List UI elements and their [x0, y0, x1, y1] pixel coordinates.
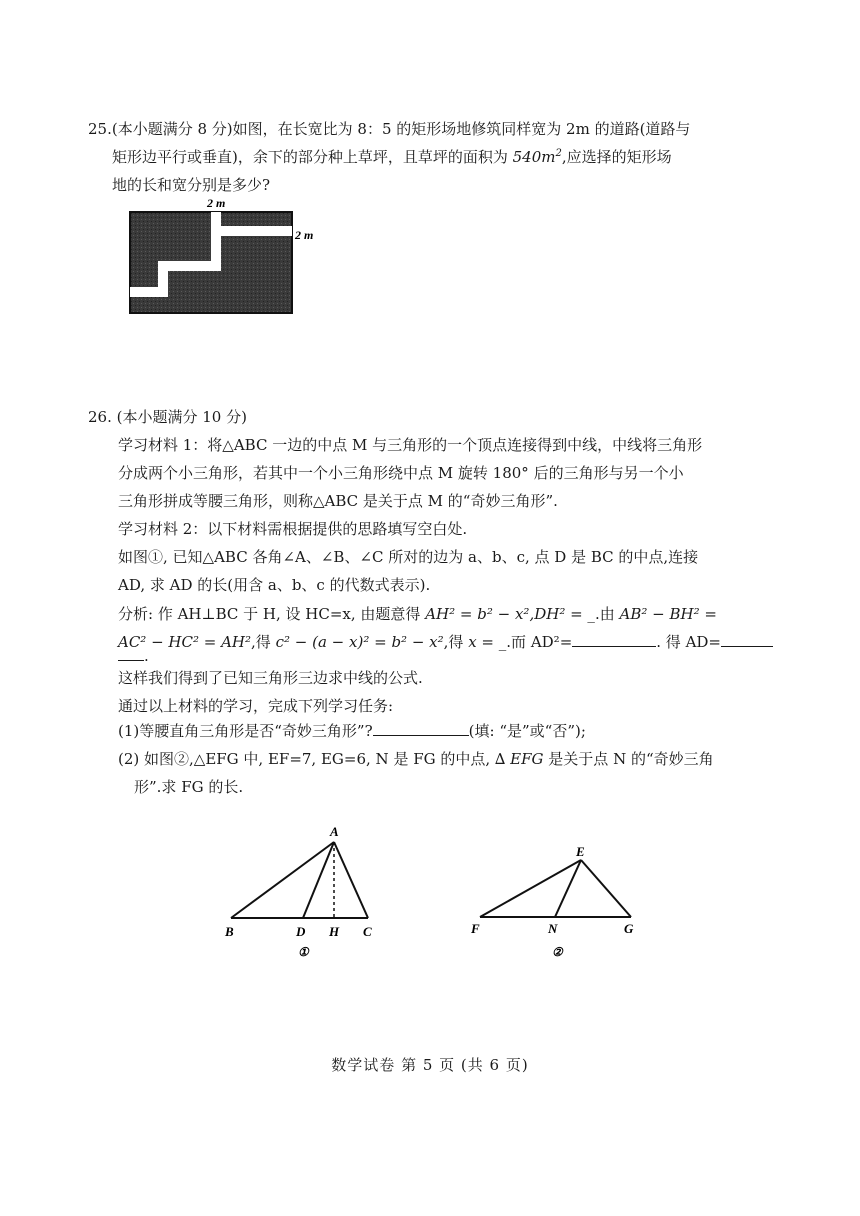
q26-analysis-line1 — [118, 603, 717, 625]
q25-top-label: 2 m — [207, 196, 226, 210]
q25-line1 — [88, 118, 690, 140]
q26-number: 26. — [88, 408, 112, 426]
label-e: E — [576, 844, 585, 859]
label-a: A — [330, 824, 339, 839]
q26-m1-line1: 学习材料 1：将△ABC 一边的中点 M 与三角形的一个顶点连接得到中线，中线将三角形 — [118, 436, 703, 454]
q26-task2-math: ∆ EFG — [494, 750, 544, 768]
q26-m1-line3: 三角形拼成等腰三角形，则称△ABC 是关于点 M 的“奇妙三角形”. — [118, 492, 558, 510]
figure-1-caption: ① — [298, 945, 309, 959]
ad-blank-continued[interactable] — [118, 646, 144, 661]
q26-analysis-line3 — [118, 645, 149, 667]
q26-eq2: AB² − BH² = — [619, 605, 717, 623]
q26-m1-line2: 分成两个小三角形，若其中一个小三角形绕中点 M 旋转 180° 后的三角形与另一个小 — [118, 464, 684, 482]
q26-eq5: x = _ — [468, 633, 507, 651]
figure-2-caption: ② — [552, 945, 563, 959]
figure-1-triangle-abc — [218, 820, 398, 960]
q25-text-3: 地的长和宽分别是多少? — [112, 176, 271, 194]
q25-text-2: 矩形边平行或垂直)，余下的部分种上草坪，且草坪的面积为 — [112, 148, 508, 166]
q26-task2-line2: 形”.求 FG 的长. — [134, 778, 244, 796]
q26-summary: 这样我们得到了已知三角形三边求中线的公式. — [118, 669, 423, 687]
q25-text-1: (本小题满分 8 分)如图，在长宽比为 8：5 的矩形场地修筑同样宽为 2m 的道路(道路与 — [111, 120, 691, 138]
q26-task1-text: (1)等腰直角三角形是否“奇妙三角形”? — [118, 722, 373, 740]
q26-task2-text: (2) 如图②,△EFG 中, EF=7, EG=6, N 是 FG 的中点, — [118, 750, 491, 768]
label-h: H — [329, 924, 340, 939]
ad-blank[interactable] — [721, 632, 773, 647]
q26-analysis-t3: .而 AD²= — [506, 633, 573, 651]
q25-line3 — [112, 174, 270, 196]
q26-analysis-mid: .由 — [594, 605, 615, 623]
q25-number: 25. — [88, 120, 112, 138]
q26-m2-line1: 学习材料 2：以下材料需根据提供的思路填写空白处. — [118, 520, 468, 538]
label-g: G — [624, 921, 634, 936]
q26-analysis-t1: ,得 — [251, 633, 271, 651]
page-footer: 数学试卷 第 5 页 (共 6 页) — [331, 1056, 529, 1074]
q26-header — [88, 406, 247, 428]
q26-task-intro: 通过以上材料的学习，完成下列学习任务: — [118, 697, 394, 715]
q25-figure — [125, 195, 335, 320]
q25-area-value: 540 — [512, 148, 542, 166]
label-b: B — [225, 924, 234, 939]
figure-2-triangle-efg — [466, 840, 646, 960]
label-c: C — [363, 924, 372, 939]
q26-task2-line1 — [118, 748, 714, 770]
q25-area-exp: 2 — [555, 148, 562, 159]
q25-area — [513, 148, 562, 166]
q25-line2 — [112, 146, 672, 168]
q26-m2-line2: 如图①, 已知△ABC 各角∠A、∠B、∠C 所对的边为 a、b、c, 点 D 是 BC 的中点,连接 — [118, 548, 699, 566]
q26-eq3: AC² − HC² = AH² — [118, 633, 252, 651]
q26-eq1: AH² = b² − x²,DH² = _ — [425, 605, 595, 623]
label-n: N — [548, 921, 558, 936]
q26-analysis-t2: ,得 — [443, 633, 464, 651]
q26-analysis-end: . — [144, 647, 149, 665]
q26-eq4: c² − (a − x)² = b² − x² — [275, 633, 444, 651]
task1-answer-blank[interactable] — [373, 721, 469, 736]
q25-text-2-tail: ,应选择的矩形场 — [561, 148, 672, 166]
q26-m2-line3: AD, 求 AD 的长(用含 a、b、c 的代数式表示). — [118, 576, 431, 594]
ad-squared-blank[interactable] — [572, 632, 656, 647]
q26-task1 — [118, 720, 586, 742]
q26-header-text: (本小题满分 10 分) — [116, 408, 247, 426]
q26-task1-hint: (填: “是”或“否”); — [468, 722, 586, 740]
q26-task2-text-b: 是关于点 N 的“奇妙三角 — [548, 750, 714, 768]
q25-right-label: 2 m — [295, 228, 314, 242]
q26-analysis-t4: . 得 AD= — [656, 633, 721, 651]
label-d: D — [296, 924, 306, 939]
label-f: F — [471, 921, 480, 936]
q26-analysis-prefix: 分析: 作 AH⊥BC 于 H, 设 HC=x, 由题意得 — [118, 605, 421, 623]
q25-area-unit: m — [541, 148, 556, 166]
q26-analysis-line2 — [118, 631, 773, 653]
